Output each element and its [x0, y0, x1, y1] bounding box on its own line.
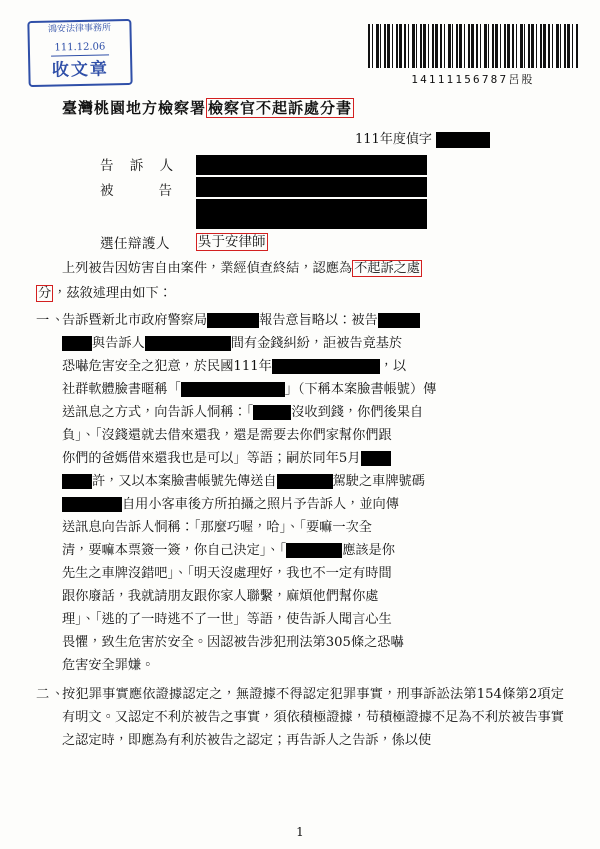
redaction-2: [378, 313, 420, 328]
redaction-3: [62, 336, 92, 351]
redaction-case-number: [436, 132, 490, 148]
redaction-7: [181, 382, 285, 397]
plaintiff-label: 告 訴 人: [100, 158, 180, 174]
barcode-block: [368, 24, 578, 87]
section-marker-2: 二、: [36, 687, 67, 702]
decision-highlight-1: 不起訴之處: [354, 261, 421, 276]
barcode-number: 14111156787呂股: [411, 73, 535, 86]
defender-name: 吳于安律師: [198, 234, 266, 250]
redaction-10: [62, 474, 92, 489]
decision-paragraph-cont: [0, 282, 600, 305]
case-number-row: [0, 128, 600, 151]
redaction-plaintiff: [196, 155, 427, 175]
case-number-prefix: 111年度偵字: [355, 132, 432, 147]
document-body: [0, 96, 600, 752]
redaction-12: [62, 497, 122, 512]
stamp-label: 收文章: [51, 59, 110, 81]
court-name: 臺灣桃園地方檢察署: [62, 99, 207, 117]
redaction-1: [207, 313, 259, 328]
section-marker-1: 一、: [36, 313, 67, 328]
redaction-defendant-details: [196, 199, 427, 229]
redaction-11: [277, 474, 333, 489]
redaction-9: [361, 451, 391, 466]
decision-text-after: ，茲敘述理由如下：: [53, 286, 172, 301]
stamp-date: 111.12.06: [50, 40, 109, 56]
defendant-label: 被 告: [100, 183, 178, 199]
defender-label: 選任辯護人: [100, 236, 170, 252]
redaction-5: [272, 359, 334, 374]
section-item-1: [0, 309, 600, 677]
redaction-8: [253, 405, 291, 420]
page-number: 1: [296, 825, 304, 839]
redaction-6: [334, 359, 380, 374]
section-text-2: 按犯罪事實應依證據認定之，無證據不得認定犯罪事實，刑事訴訟法第154條第2項定有明文。又認定不利於被告之事實，須依積極證據，苟積極證據不足為不利於被告事實之認定時，即應為有利於被告之認定；再告訴人之告訴，係以使: [62, 687, 564, 748]
decision-paragraph: [0, 257, 600, 280]
section-item-2: [0, 683, 600, 752]
barcode-image: [368, 24, 578, 68]
received-stamp: [27, 19, 132, 87]
document-title: [0, 96, 600, 120]
redaction-defendant: [196, 177, 427, 197]
defender-name-box: [196, 231, 268, 254]
redaction-13: [286, 543, 342, 558]
redaction-4: [145, 336, 231, 351]
parties-block: [0, 155, 600, 255]
section-text-1: 告訴暨新北市政府警察局 報告意旨略以：被告 與告訴人 間有金錢糾紛，詎被告竟基於 恐嚇危害安全之犯意，於民國111年 ，以 社群軟體臉書暱稱「 」（下稱本案臉書帳號）傳 送訊息之方式，向告訴人恫稱：「 沒收到錢，你們後果自 負」、「沒錢還就去借來還我，還是需要去你們家幫你們跟 你們的爸媽借來還我也是可以」等語；嗣於同年5月 許，又以本案臉書帳號先傳送自 駕駛之車牌號碼 自用小客車後方所拍攝之照片予告訴人，並向傳 送訊息向告訴人恫稱：「那麼巧喔，哈」、「要嘛一次全 清，要嘛本票簽一簽，你自己決定」、「 應該是你 先生之車牌沒錯吧」、「明天沒處理好，我也不一定有時間 跟你廢話，我就請朋友跟你家人聯繫，麻煩他們幫你處 理」、「逃的了一時逃不了一世」等語，使告訴人聞言心生 畏懼，致生危害於安全。因認被告涉犯刑法第305條之恐嚇 危害安全罪嫌。: [62, 313, 437, 673]
decision-highlight-2: 分: [38, 286, 52, 301]
stamp-office-name: 鴻安法律事務所: [47, 23, 112, 35]
doc-type-highlight: 檢察官不起訴處分書: [208, 99, 353, 117]
decision-text-before: 上列被告因妨害自由案件，業經偵查終結，認應為: [62, 261, 353, 276]
